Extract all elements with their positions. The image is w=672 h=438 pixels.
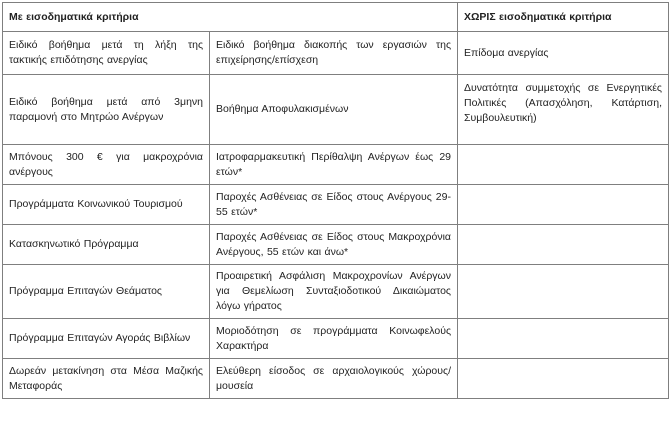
table-cell: Δυνατότητα συμμετοχής σε Ενεργητικές Πολιτικές (Απασχόληση, Κατάρτιση, Συμβουλευτική) [458,75,669,145]
table-cell [458,145,669,185]
table-row [3,359,669,399]
table-row [3,75,669,145]
table-row [3,225,669,265]
table-cell [458,265,669,319]
table-cell: Μπόνους 300 € για μακροχρόνια ανέργους [3,145,210,185]
table-cell: Δωρεάν μετακίνηση στα Μέσα Μαζικής Μεταφοράς [3,359,210,399]
table-row [3,265,669,319]
table-cell: Ειδικό βοήθημα διακοπής των εργασιών της επιχείρησης/επίσχεση [210,32,458,75]
table-header-row [3,3,669,32]
table-row [3,32,669,75]
table-cell [458,185,669,225]
table-cell: Μοριοδότηση σε προγράμματα Κοινωφελούς Χαρακτήρα [210,319,458,359]
table-cell: Βοήθημα Αποφυλακισμένων [210,75,458,145]
table-cell: Προγράμματα Κοινωνικού Τουρισμού [3,185,210,225]
table-cell: Παροχές Ασθένειας σε Είδος στους Μακροχρόνια Ανέργους, 55 ετών και άνω* [210,225,458,265]
table-cell: Παροχές Ασθένειας σε Είδος στους Ανέργους 29-55 ετών* [210,185,458,225]
table-cell: Προαιρετική Ασφάλιση Μακροχρονίων Ανέργων για Θεμελίωση Συνταξιοδοτικού Δικαιώματος λόγω γήρατος [210,265,458,319]
header-with-income-criteria: Με εισοδηματικά κριτήρια [3,3,458,32]
table-cell: Πρόγραμμα Επιταγών Θεάματος [3,265,210,319]
table-row [3,185,669,225]
table-row [3,319,669,359]
table-cell: Πρόγραμμα Επιταγών Αγοράς Βιβλίων [3,319,210,359]
table-cell: Ελεύθερη είσοδος σε αρχαιολογικούς χώρους/ μουσεία [210,359,458,399]
table-cell [458,319,669,359]
table-cell: Ειδικό βοήθημα μετά από 3μηνη παραμονή στο Μητρώο Ανέργων [3,75,210,145]
table-cell: Ειδικό βοήθημα μετά τη λήξη της τακτικής επιδότησης ανεργίας [3,32,210,75]
table-cell: Επίδομα ανεργίας [458,32,669,75]
header-without-income-criteria: ΧΩΡΙΣ εισοδηματικά κριτήρια [458,3,669,32]
table-cell: Κατασκηνωτικό Πρόγραμμα [3,225,210,265]
table-row [3,145,669,185]
table-cell: Ιατροφαρμακευτική Περίθαλψη Ανέργων έως 29 ετών* [210,145,458,185]
table-cell [458,359,669,399]
table-cell [458,225,669,265]
benefits-table [2,2,669,399]
